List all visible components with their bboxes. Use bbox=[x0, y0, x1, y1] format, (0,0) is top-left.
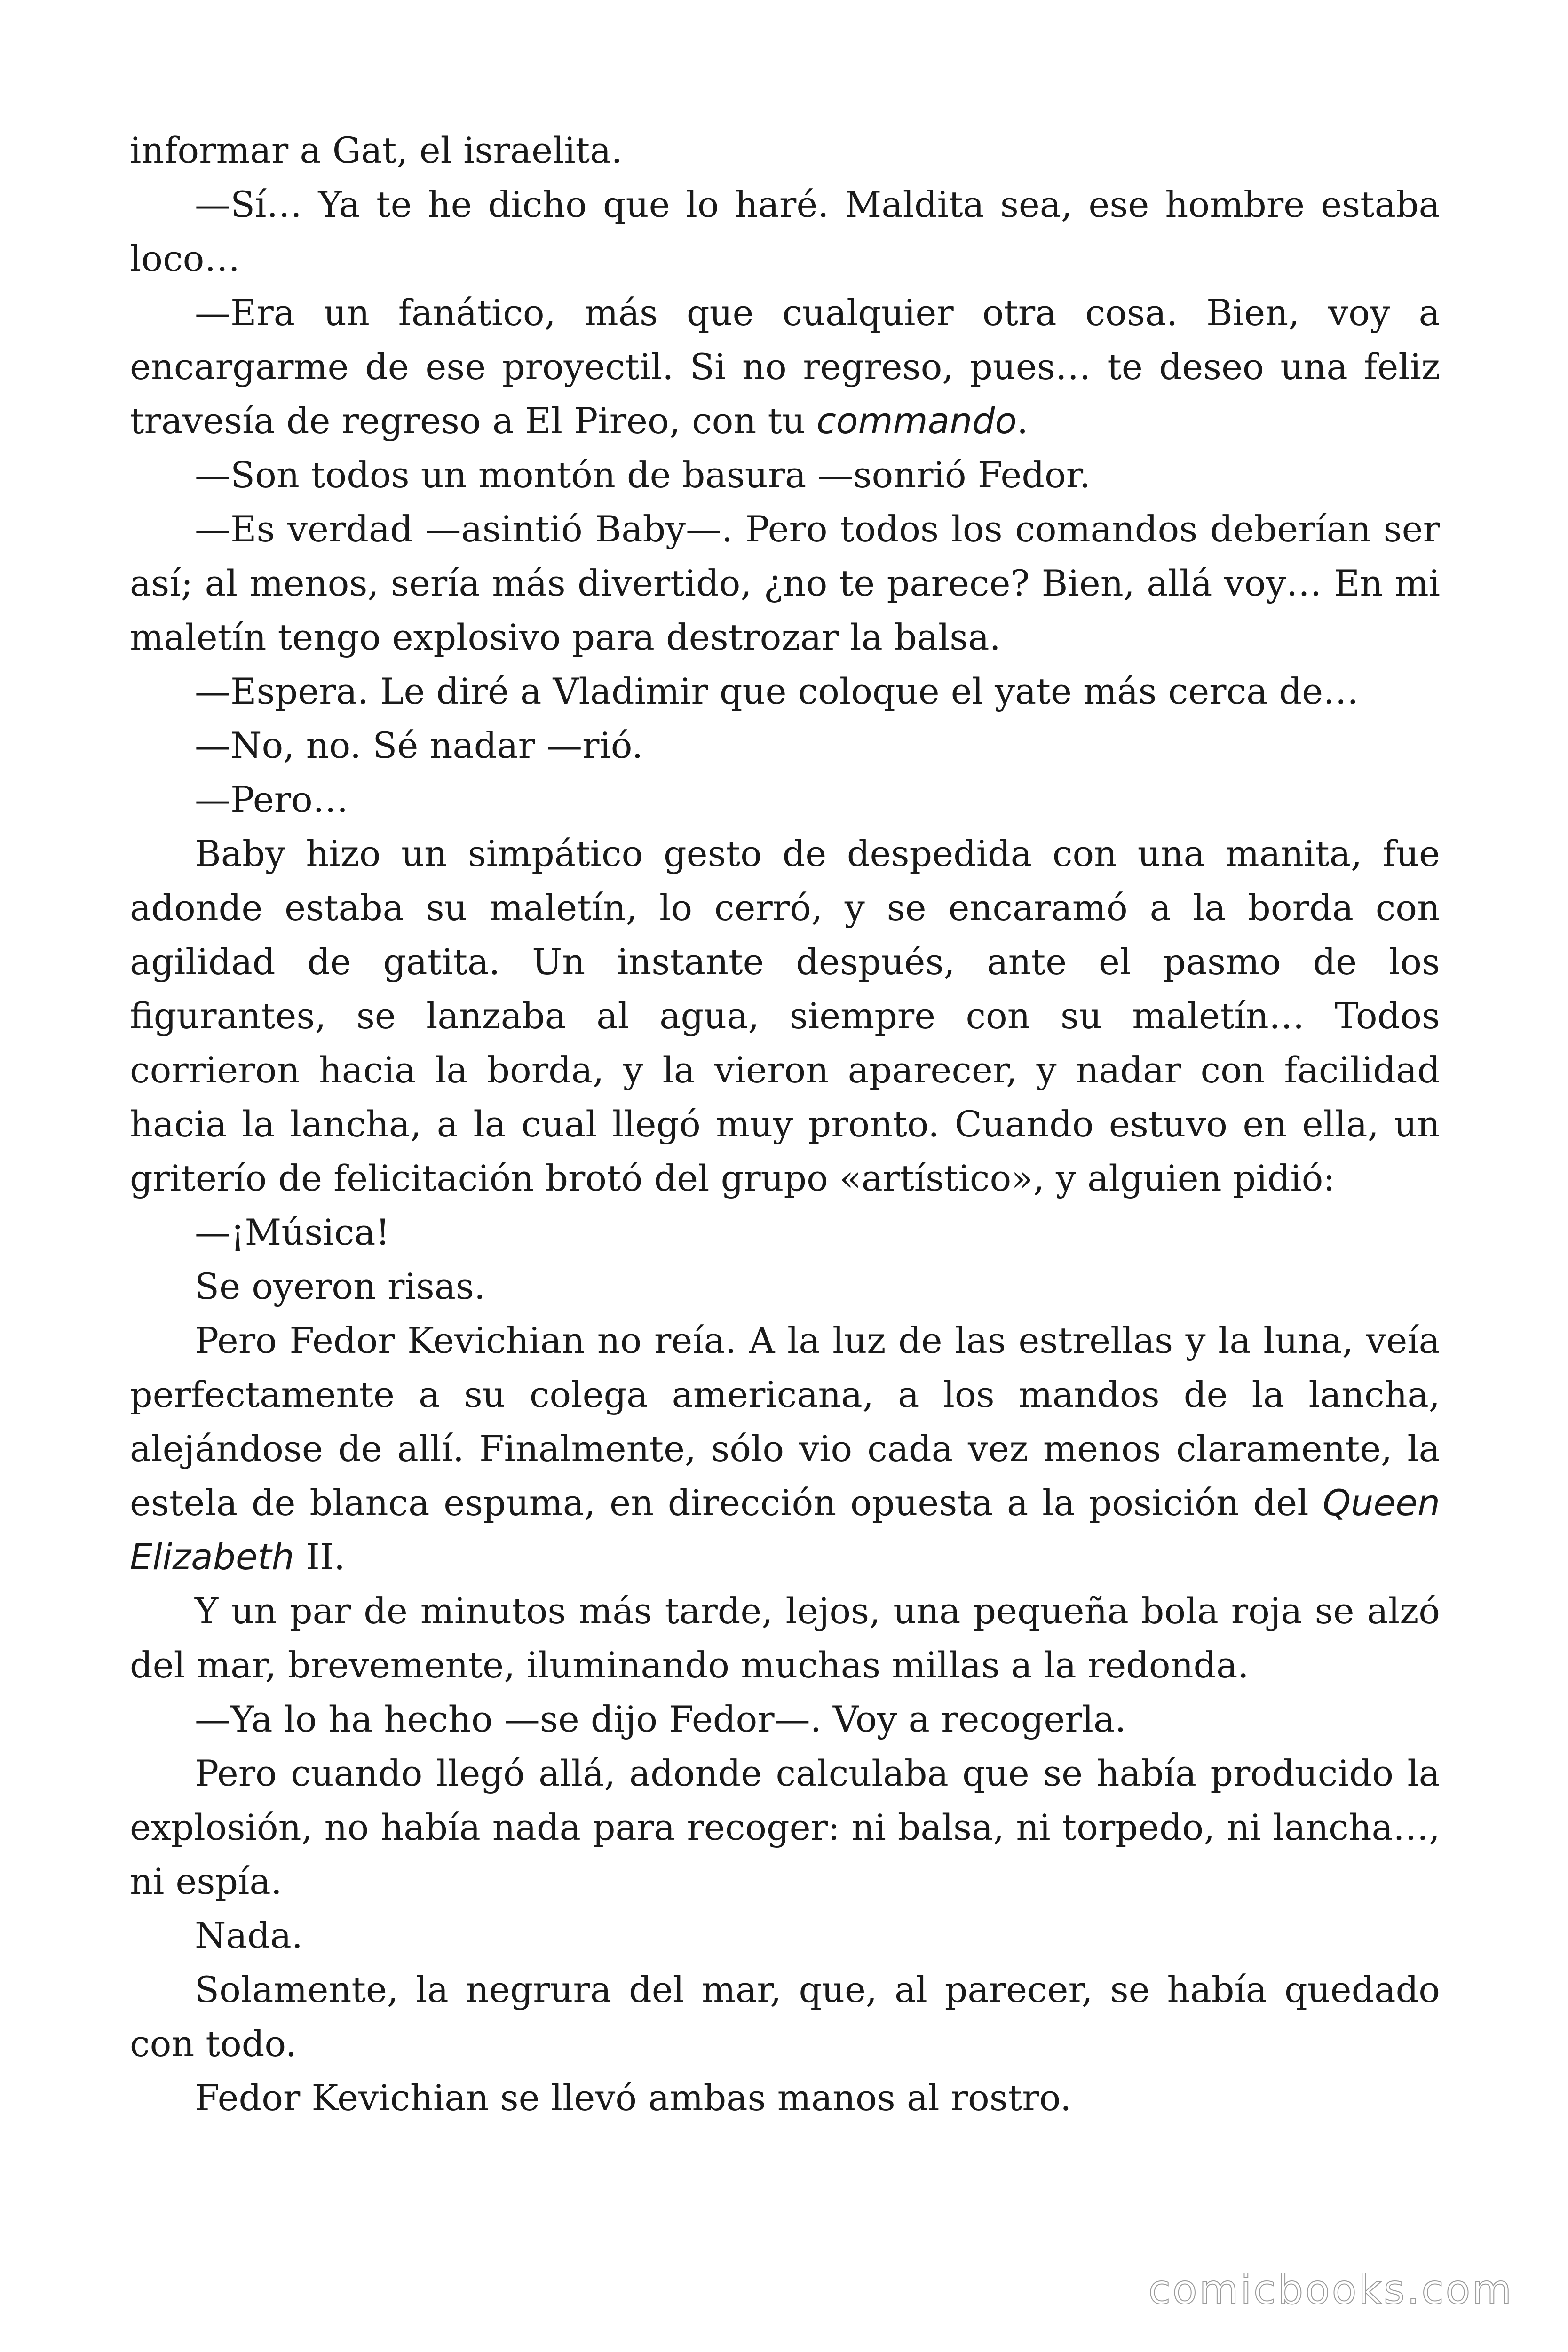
paragraph-5: —Es verdad —asintió Baby—. Pero todos los comandos deberían ser así; al menos, sería más divertido, ¿no te parece? Bien, allá voy… En mi maletín tengo explosivo para destrozar la balsa. bbox=[130, 508, 1440, 658]
paragraph-12-text: Pero Fedor Kevichian no reía. A la luz de las estrellas y la luna, veía perfectamente a su colega americana, a los mandos de la lancha, alejándose de allí. Finalmente, sólo vio cada vez menos claramente, la estela de blanca espuma, en dirección opuesta a la posición del bbox=[130, 1319, 1440, 1524]
paragraph-12 bbox=[130, 1313, 1440, 1584]
italic-queen-elizabeth: Queen Elizabeth bbox=[130, 1482, 1440, 1578]
book-page-text bbox=[130, 123, 1440, 2125]
paragraph-12-end: II. bbox=[294, 1536, 346, 1578]
paragraph-17: Solamente, la negrura del mar, que, al parecer, se había quedado con todo. bbox=[130, 1969, 1440, 2065]
watermark: comicbooks.com bbox=[1148, 2266, 1513, 2313]
paragraph-18: Fedor Kevichian se llevó ambas manos al rostro. bbox=[195, 2077, 1072, 2119]
paragraph-11: Se oyeron risas. bbox=[195, 1265, 486, 1307]
paragraph-16: Nada. bbox=[195, 1915, 303, 1956]
paragraph-7: —No, no. Sé nadar —rió. bbox=[195, 724, 643, 766]
paragraph-2: —Sí… Ya te he dicho que lo haré. Maldita sea, ese hombre estaba loco… bbox=[130, 183, 1440, 279]
italic-commando: commando bbox=[816, 400, 1017, 442]
paragraph-3-end: . bbox=[1017, 400, 1029, 442]
paragraph-8: —Pero… bbox=[195, 779, 348, 820]
paragraph-9: Baby hizo un simpático gesto de despedida con una manita, fue adonde estaba su maletín, lo cerró, y se encaramó a la borda con agilidad de gatita. Un instante después, ante el pasmo de los figurantes, se lanzaba al agua, siempre con su maletín… Todos corrieron hacia la borda, y la vieron aparecer, y nadar con facilidad hacia la lancha, a la cual llegó muy pronto. Cuando estuvo en ella, un griterío de felicitación brotó del grupo «artístico», y alguien pidió: bbox=[130, 833, 1440, 1199]
paragraph-1: informar a Gat, el israelita. bbox=[130, 129, 623, 171]
paragraph-6: —Espera. Le diré a Vladimir que coloque el yate más cerca de… bbox=[195, 670, 1359, 712]
paragraph-3-text: —Era un fanático, más que cualquier otra cosa. Bien, voy a encargarme de ese proyectil. Si no regreso, pues… te deseo una feliz travesía de regreso a El Pireo, con tu bbox=[130, 292, 1440, 442]
paragraph-3 bbox=[130, 286, 1440, 448]
paragraph-15: Pero cuando llegó allá, adonde calculaba que se había producido la explosión, no había nada para recoger: ni balsa, ni torpedo, ni lancha…, ni espía. bbox=[130, 1752, 1440, 1902]
paragraph-14: —Ya lo ha hecho —se dijo Fedor—. Voy a recogerla. bbox=[195, 1698, 1126, 1740]
paragraph-4: —Son todos un montón de basura —sonrió Fedor. bbox=[195, 454, 1091, 496]
paragraph-13: Y un par de minutos más tarde, lejos, una pequeña bola roja se alzó del mar, brevemente, iluminando muchas millas a la redonda. bbox=[130, 1590, 1440, 1686]
paragraph-10: —¡Música! bbox=[195, 1211, 390, 1253]
